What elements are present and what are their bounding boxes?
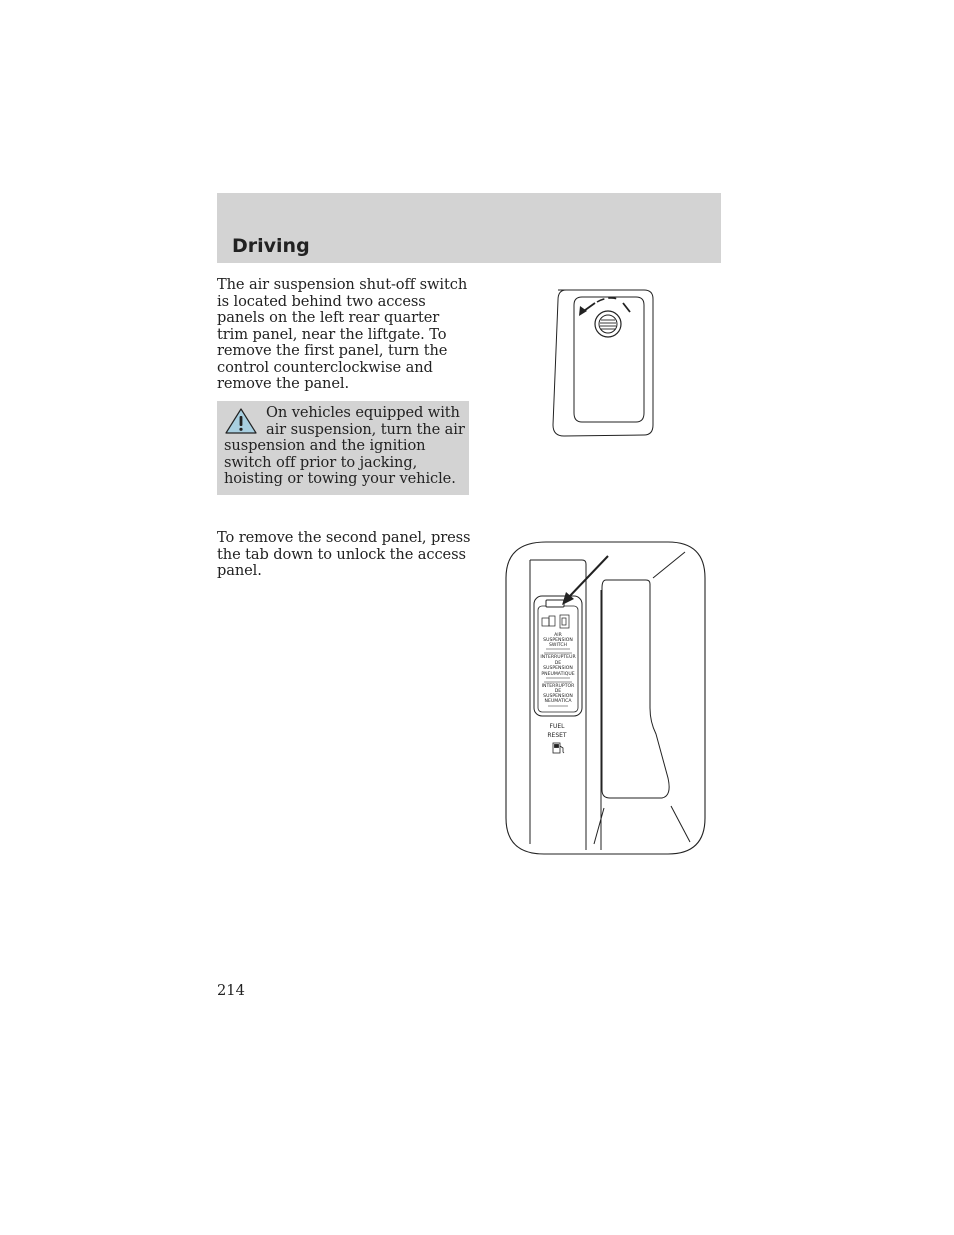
switch-label-pneumatique: PNEUMATIQUE (541, 672, 575, 677)
switch-label-suspension-fr: SUSPENSION (543, 666, 573, 671)
section-title: Driving (232, 235, 310, 257)
page-number: 214 (217, 982, 245, 999)
second-access-panel-illustration (500, 538, 710, 858)
switch-label-interruptor: INTERRUPTOR (541, 684, 575, 689)
first-access-panel-illustration (548, 285, 658, 440)
switch-label-air: AIR (554, 633, 562, 638)
warning-box (217, 401, 469, 495)
fuel-reset-label-reset: RESET (547, 732, 567, 739)
switch-label-interrupteur: INTERRUPTEUR (540, 655, 576, 660)
switch-label-suspension-es: SUSPENSION (543, 694, 573, 699)
fuel-reset-label-fuel: FUEL (549, 723, 565, 730)
switch-label-de: DE (554, 661, 562, 666)
paragraph-access-panels: The air suspension shut-off switch is located behind two access panels on the left rear quarter trim panel, near the liftgate. To remove the first panel, turn the control counterclockwise and remove the panel. (217, 276, 468, 392)
switch-label-de-es: DE (554, 689, 562, 694)
switch-label-neumatica: NEUMATICA (544, 699, 572, 704)
section-header (217, 193, 721, 263)
warning-text: On vehicles equipped with air suspension, turn the air suspension and the ignition switch off prior to jacking, hoisting or towing your vehicle. (224, 404, 465, 487)
warning-message (224, 405, 466, 488)
fuel-pump-icon (553, 743, 564, 753)
switch-label-suspension: SUSPENSION (543, 638, 573, 643)
switch-label-switch: SWITCH (548, 643, 568, 648)
paragraph-second-panel: To remove the second panel, press the tab down to unlock the access panel. (217, 529, 471, 579)
